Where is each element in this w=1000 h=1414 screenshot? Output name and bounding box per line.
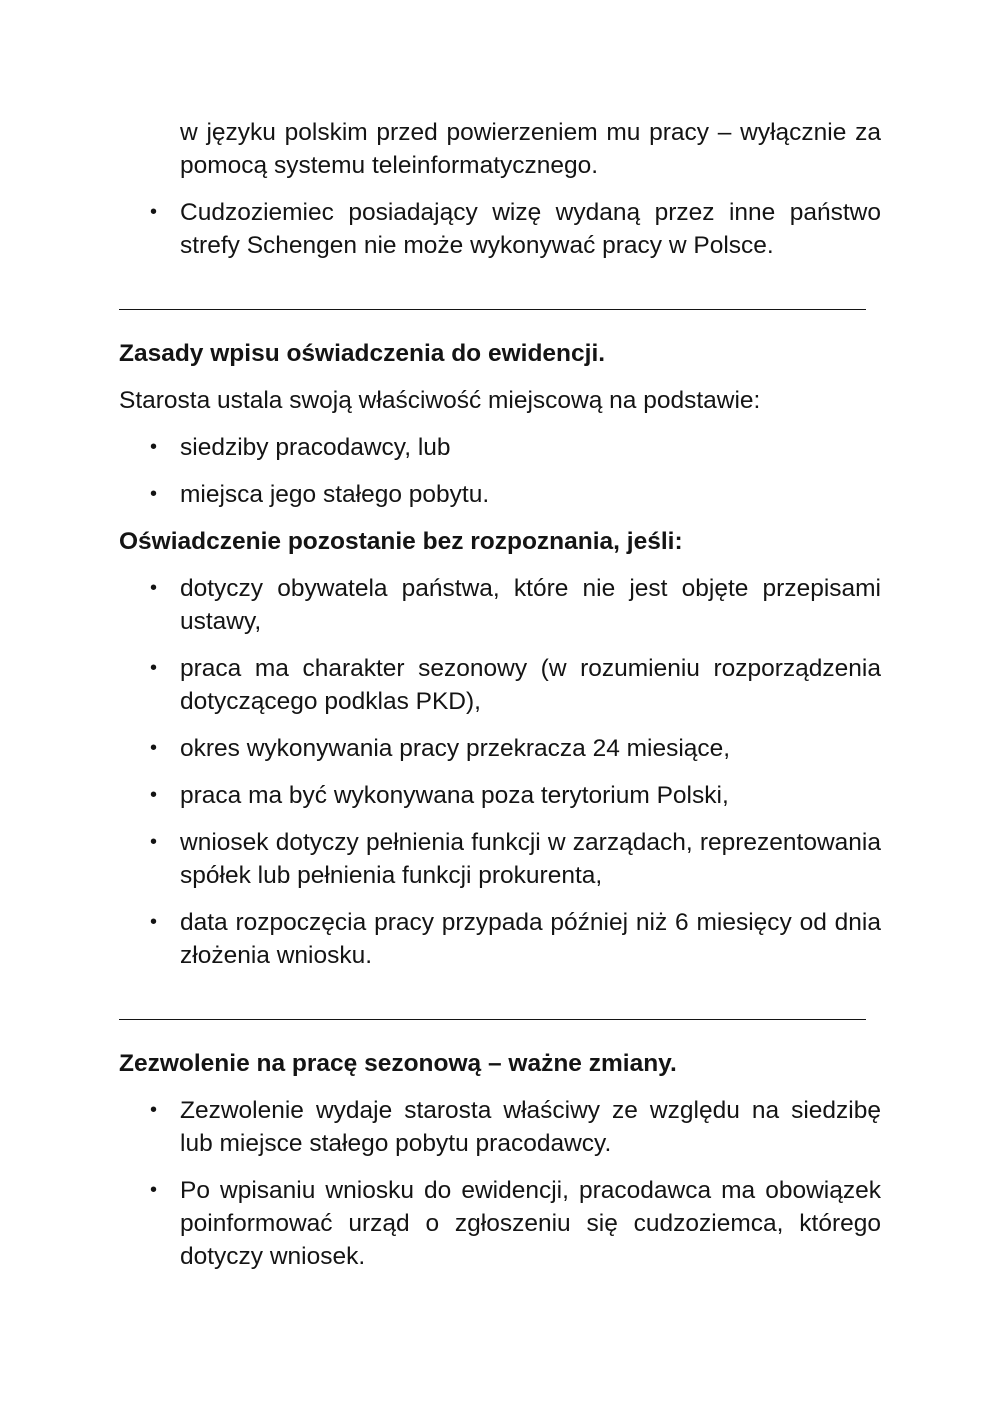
register-intro: Starosta ustala swoją właściwość miejscową na podstawie: <box>119 387 761 414</box>
list-item <box>119 732 881 765</box>
list-item <box>119 652 881 718</box>
section-heading-register: Zasady wpisu oświadczenia do ewidencji. <box>119 340 606 367</box>
list-item-text: dotyczy obywatela państwa, które nie jest objęte przepisami ustawy, <box>180 575 881 635</box>
rejection-heading: Oświadczenie pozostanie bez rozpoznania, jeśli: <box>119 528 683 555</box>
list-item <box>119 1174 881 1273</box>
section-divider <box>119 1019 866 1020</box>
continuation-text: w języku polskim przed powierzeniem mu pracy – wyłącznie za pomocą systemu teleinformatycznego. <box>180 119 881 179</box>
section-heading-seasonal: Zezwolenie na pracę sezonową – ważne zmiany. <box>119 1050 677 1077</box>
bullet-icon: • <box>150 577 158 599</box>
rejection-list <box>119 572 881 972</box>
section-divider <box>119 309 866 310</box>
list-item-text: praca ma być wykonywana poza terytorium Polski, <box>180 782 729 809</box>
list-item <box>119 826 881 892</box>
list-item-text: praca ma charakter sezonowy (w rozumieniu rozporządzenia dotyczącego podklas PKD), <box>180 655 881 715</box>
list-item <box>119 478 881 511</box>
top-list <box>119 116 881 262</box>
list-item <box>119 906 881 972</box>
list-item-continuation <box>119 116 881 182</box>
list-item-text: miejsca jego stałego pobytu. <box>180 481 490 508</box>
list-item <box>119 1094 881 1160</box>
bullet-icon: • <box>150 737 158 759</box>
document-page <box>119 116 881 1273</box>
list-item-text: okres wykonywania pracy przekracza 24 miesiące, <box>180 735 731 762</box>
bullet-icon: • <box>150 1099 158 1121</box>
list-item <box>119 779 881 812</box>
list-item-text: Cudzoziemiec posiadający wizę wydaną przez inne państwo strefy Schengen nie może wykonywać pracy w Polsce. <box>180 199 881 259</box>
list-item-text: Po wpisaniu wniosku do ewidencji, pracodawca ma obowiązek poinformować urząd o zgłoszeniu się cudzoziemca, którego dotyczy wniosek. <box>180 1177 881 1270</box>
bullet-icon: • <box>150 831 158 853</box>
list-item-text: Zezwolenie wydaje starosta właściwy ze względu na siedzibę lub miejsce stałego pobytu pracodawcy. <box>180 1097 881 1157</box>
bullet-icon: • <box>150 1179 158 1201</box>
list-item-text: wniosek dotyczy pełnienia funkcji w zarządach, reprezentowania spółek lub pełnienia funkcji prokurenta, <box>180 829 881 889</box>
list-item <box>119 196 881 262</box>
bullet-icon: • <box>150 436 158 458</box>
seasonal-list <box>119 1094 881 1273</box>
basis-list <box>119 431 881 511</box>
bullet-icon: • <box>150 911 158 933</box>
bullet-icon: • <box>150 784 158 806</box>
bullet-icon: • <box>150 483 158 505</box>
list-item <box>119 572 881 638</box>
bullet-icon: • <box>150 657 158 679</box>
bullet-icon: • <box>150 201 158 223</box>
list-item-text: siedziby pracodawcy, lub <box>180 434 451 461</box>
list-item-text: data rozpoczęcia pracy przypada później niż 6 miesięcy od dnia złożenia wniosku. <box>180 909 881 969</box>
list-item <box>119 431 881 464</box>
